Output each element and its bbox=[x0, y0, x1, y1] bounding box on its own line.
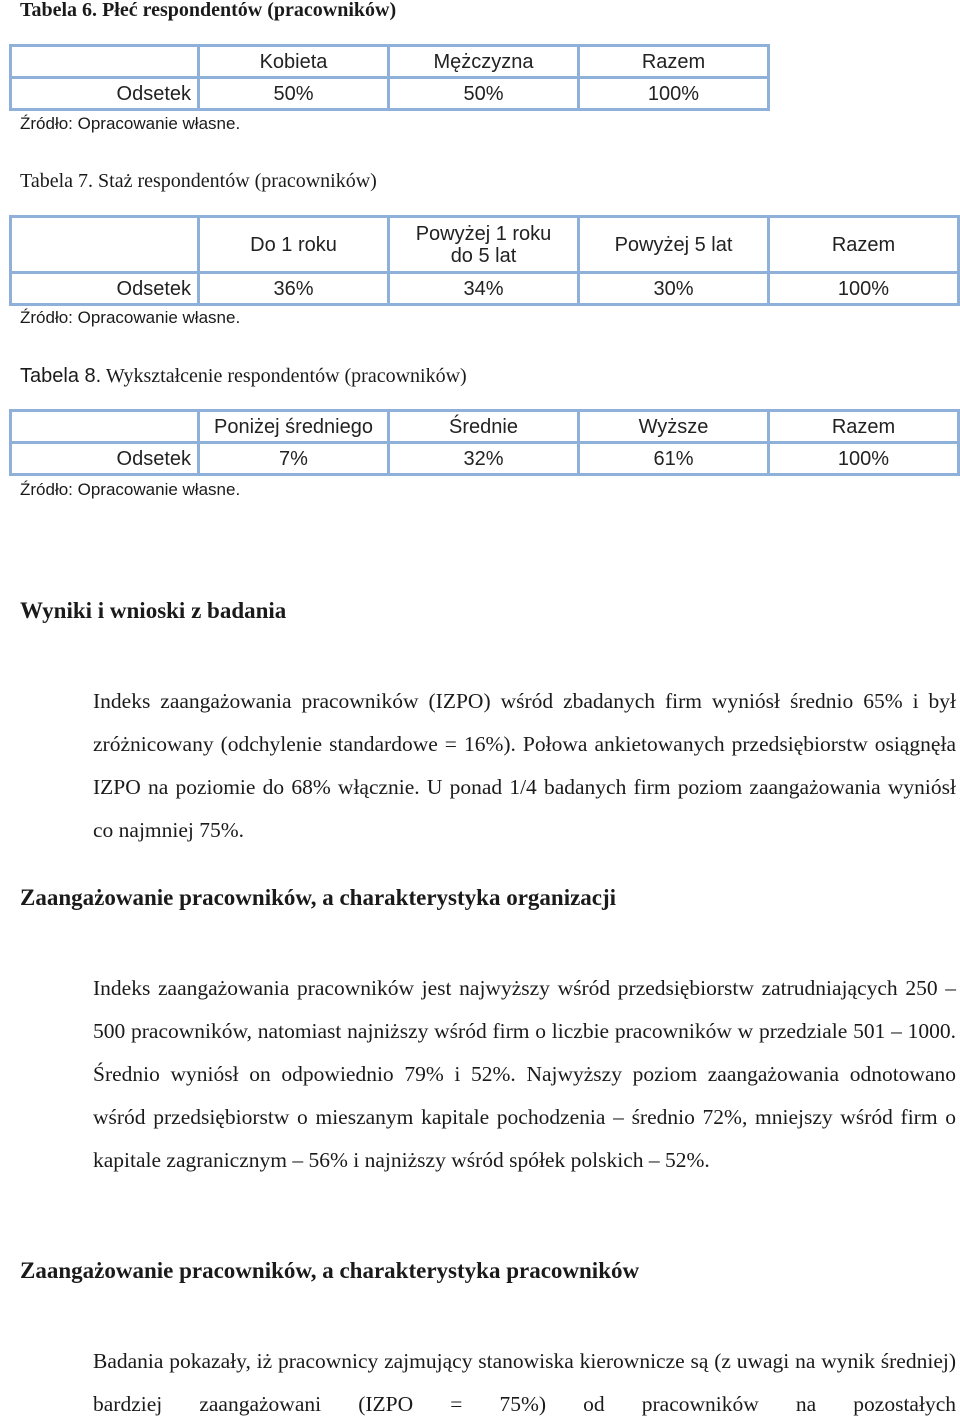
table7-cell: 36% bbox=[199, 273, 389, 305]
table8-header: Wyższe bbox=[579, 411, 769, 443]
table6-caption-prefix: Tabela 6. bbox=[20, 0, 98, 21]
table8-source: Źródło: Opracowanie własne. bbox=[20, 480, 241, 499]
table6-cell: 50% bbox=[389, 78, 579, 110]
table8-cell: 7% bbox=[199, 443, 389, 475]
table8 bbox=[9, 409, 960, 476]
table6-caption-text: Płeć respondentów (pracowników) bbox=[102, 0, 397, 21]
table8-header-row bbox=[11, 411, 959, 443]
section3-paragraph bbox=[20, 1340, 956, 1426]
table8-header: Średnie bbox=[389, 411, 579, 443]
table6-header: Razem bbox=[579, 46, 769, 78]
table8-caption-text: Wykształcenie respondentów (pracowników) bbox=[105, 365, 467, 387]
table7-header: Do 1 roku bbox=[199, 217, 389, 273]
table8-header: Poniżej średniego bbox=[199, 411, 389, 443]
table6-header-row bbox=[11, 46, 769, 78]
table7-header bbox=[389, 217, 579, 273]
table7-caption-prefix: Tabela 7. bbox=[20, 170, 94, 192]
section1-paragraph-text: Indeks zaangażowania pracowników (IZPO) wśród zbadanych firm wyniósł średnio 65% i był zróżnicowany (odchylenie standardowe = 16%). Połowa ankietowanych przedsiębiorstw osiągnęła IZPO na poziomie do 68% włącznie. U ponad 1/4 badanych firm poziom zaangażowania wyniósł co najmniej 75%. bbox=[93, 689, 956, 842]
table7-header-line2: do 5 lat bbox=[450, 244, 517, 267]
table8-cell: 100% bbox=[769, 443, 959, 475]
table6-row bbox=[11, 78, 769, 110]
table7-cell: 34% bbox=[389, 273, 579, 305]
section1-heading: Wyniki i wnioski z badania bbox=[20, 598, 287, 623]
table6-cell: 50% bbox=[199, 78, 389, 110]
table7-cell: 100% bbox=[769, 273, 959, 305]
table7-row-label: Odsetek bbox=[11, 273, 199, 305]
table6-row-label: Odsetek bbox=[11, 78, 199, 110]
table8-caption bbox=[20, 364, 467, 388]
table8-row bbox=[11, 443, 959, 475]
table8-corner bbox=[11, 411, 199, 443]
table8-cell: 61% bbox=[579, 443, 769, 475]
section3-heading: Zaangażowanie pracowników, a charakterystyka pracowników bbox=[20, 1258, 640, 1283]
section2-paragraph bbox=[20, 967, 956, 1182]
table8-row-label: Odsetek bbox=[11, 443, 199, 475]
table6-caption bbox=[20, 0, 396, 22]
table7-header: Powyżej 5 lat bbox=[579, 217, 769, 273]
table8-cell: 32% bbox=[389, 443, 579, 475]
table8-caption-prefix: Tabela 8. bbox=[20, 365, 102, 387]
table7-source: Źródło: Opracowanie własne. bbox=[20, 308, 241, 327]
table7-row bbox=[11, 273, 959, 305]
table6-header: Kobieta bbox=[199, 46, 389, 78]
section2-heading: Zaangażowanie pracowników, a charakterystyka organizacji bbox=[20, 885, 617, 910]
table7 bbox=[9, 215, 960, 306]
table6-corner bbox=[11, 46, 199, 78]
table7-header: Razem bbox=[769, 217, 959, 273]
table7-caption-text: Staż respondentów (pracowników) bbox=[98, 170, 377, 192]
section1-paragraph bbox=[20, 680, 956, 852]
section3-paragraph-text: Badania pokazały, iż pracownicy zajmujący stanowiska kierownicze są (z uwagi na wynik średniej) bardziej zaangażowani (IZPO = 75%) od pracowników na pozostałych bbox=[93, 1349, 956, 1416]
table7-caption bbox=[20, 169, 377, 193]
table7-corner bbox=[11, 217, 199, 273]
table7-cell: 30% bbox=[579, 273, 769, 305]
table6-cell: 100% bbox=[579, 78, 769, 110]
table6-header: Mężczyzna bbox=[389, 46, 579, 78]
table7-header-line1: Powyżej 1 roku bbox=[415, 222, 552, 245]
section2-paragraph-text: Indeks zaangażowania pracowników jest najwyższy wśród przedsiębiorstw zatrudniających 250 – 500 pracowników, natomiast najniższy wśród firm o liczbie pracowników w przedziale 501 – 1000. Średnio wyniósł on odpowiednio 79% i 52%. Najwyższy poziom zaangażowania odnotowano wśród przedsiębiorstw o mieszanym kapitale pochodzenia – średnio 72%, mniejszy wśród firm o kapitale zagranicznym – 56% i najniższy wśród spółek polskich – 52%. bbox=[93, 976, 956, 1172]
table6-source: Źródło: Opracowanie własne. bbox=[20, 114, 241, 133]
table7-header-row bbox=[11, 217, 959, 273]
table8-header: Razem bbox=[769, 411, 959, 443]
table6 bbox=[9, 44, 770, 111]
